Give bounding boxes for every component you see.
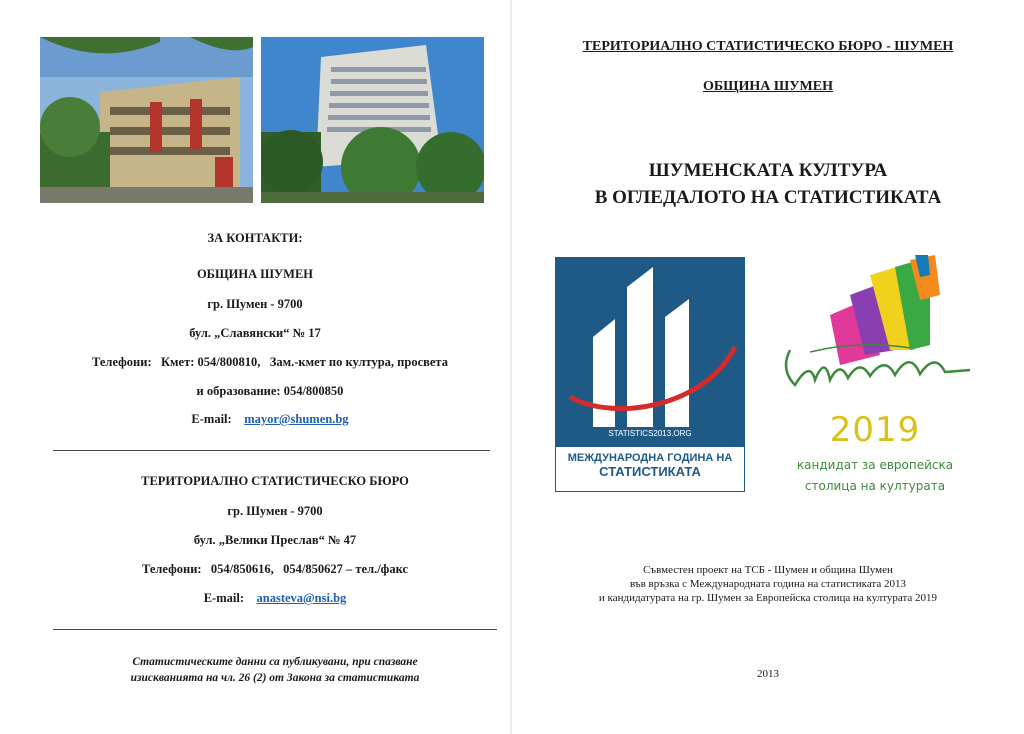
divider (53, 450, 490, 451)
title-line-2: В ОГЛЕДАЛОТО НА СТАТИСТИКАТА (594, 187, 942, 208)
municipality-email-link[interactable]: mayor@shumen.bg (244, 412, 349, 426)
shumen-logo-year: 2019 (829, 410, 921, 450)
header-bureau: ТЕРИТОРИАЛНО СТАТИСТИЧЕСКО БЮРО - ШУМЕН (582, 39, 954, 54)
project-line: във връзка с Международната година на статистиката 2013 (629, 578, 907, 590)
bureau-address: бул. „Велики Преслав“ № 47 (193, 533, 357, 547)
project-line: и кандидатурата на гр. Шумен за Европейска столица на културата 2019 (598, 592, 938, 604)
municipality-email-row (0, 412, 540, 427)
municipality-city: гр. Шумен - 9700 (207, 297, 303, 311)
shumen-logo-caption: столица на културата (804, 479, 946, 493)
municipality-address: бул. „Славянски“ № 17 (189, 326, 321, 340)
header-municipality: ОБЩИНА ШУМЕН (703, 79, 833, 94)
bureau-phones: Телефони: 054/850616, 054/850627 – тел./факс (141, 562, 409, 576)
bureau-email-link[interactable]: anasteva@nsi.bg (256, 591, 347, 605)
email-label: E-mail: (191, 412, 232, 426)
divider (53, 629, 497, 630)
bureau-city: гр. Шумен - 9700 (227, 504, 323, 518)
publication-year: 2013 (757, 668, 779, 680)
municipality-name: ОБЩИНА ШУМЕН (196, 267, 314, 281)
shumen-2019-logo (770, 255, 980, 500)
shumen-logo-caption: кандидат за европейска (796, 458, 954, 472)
title-line-1: ШУМЕНСКАТА КУЛТУРА (648, 160, 888, 181)
statistics-logo-url: STATISTICS2013.ORG (608, 429, 692, 438)
statistics-logo-caption-line: МЕЖДУНАРОДНА ГОДИНА НА (567, 452, 733, 464)
municipality-phones-cont: и образование: 054/800850 (196, 384, 344, 398)
shumen-script-logo (770, 340, 980, 400)
bureau-name: ТЕРИТОРИАЛНО СТАТИСТИЧЕСКО БЮРО (141, 474, 409, 488)
statistics-2013-logo (555, 257, 745, 492)
legal-note-line: Статистическите данни са публикувани, при спазване (132, 656, 418, 668)
statistics-bars-icon (555, 257, 745, 447)
bureau-email-row (0, 591, 550, 606)
legal-note-line: изискванията на чл. 26 (2) от Закона за статистиката (130, 672, 420, 684)
legal-note (60, 654, 490, 686)
statistics-logo-caption-line: СТАТИСТИКАТА (599, 464, 701, 479)
statistics-logo-caption (555, 446, 745, 492)
municipality-building-photo (40, 37, 253, 203)
contacts-heading: ЗА КОНТАКТИ: (207, 231, 303, 245)
project-line: Съвместен проект на ТСБ - Шумен и община Шумен (643, 564, 893, 576)
email-label: E-mail: (203, 591, 244, 605)
back-cover-page (0, 0, 510, 734)
municipality-phones: Телефони: Кмет: 054/800810, Зам.-кмет по култура, просвета (92, 355, 448, 369)
statistics-building-photo (261, 37, 484, 203)
